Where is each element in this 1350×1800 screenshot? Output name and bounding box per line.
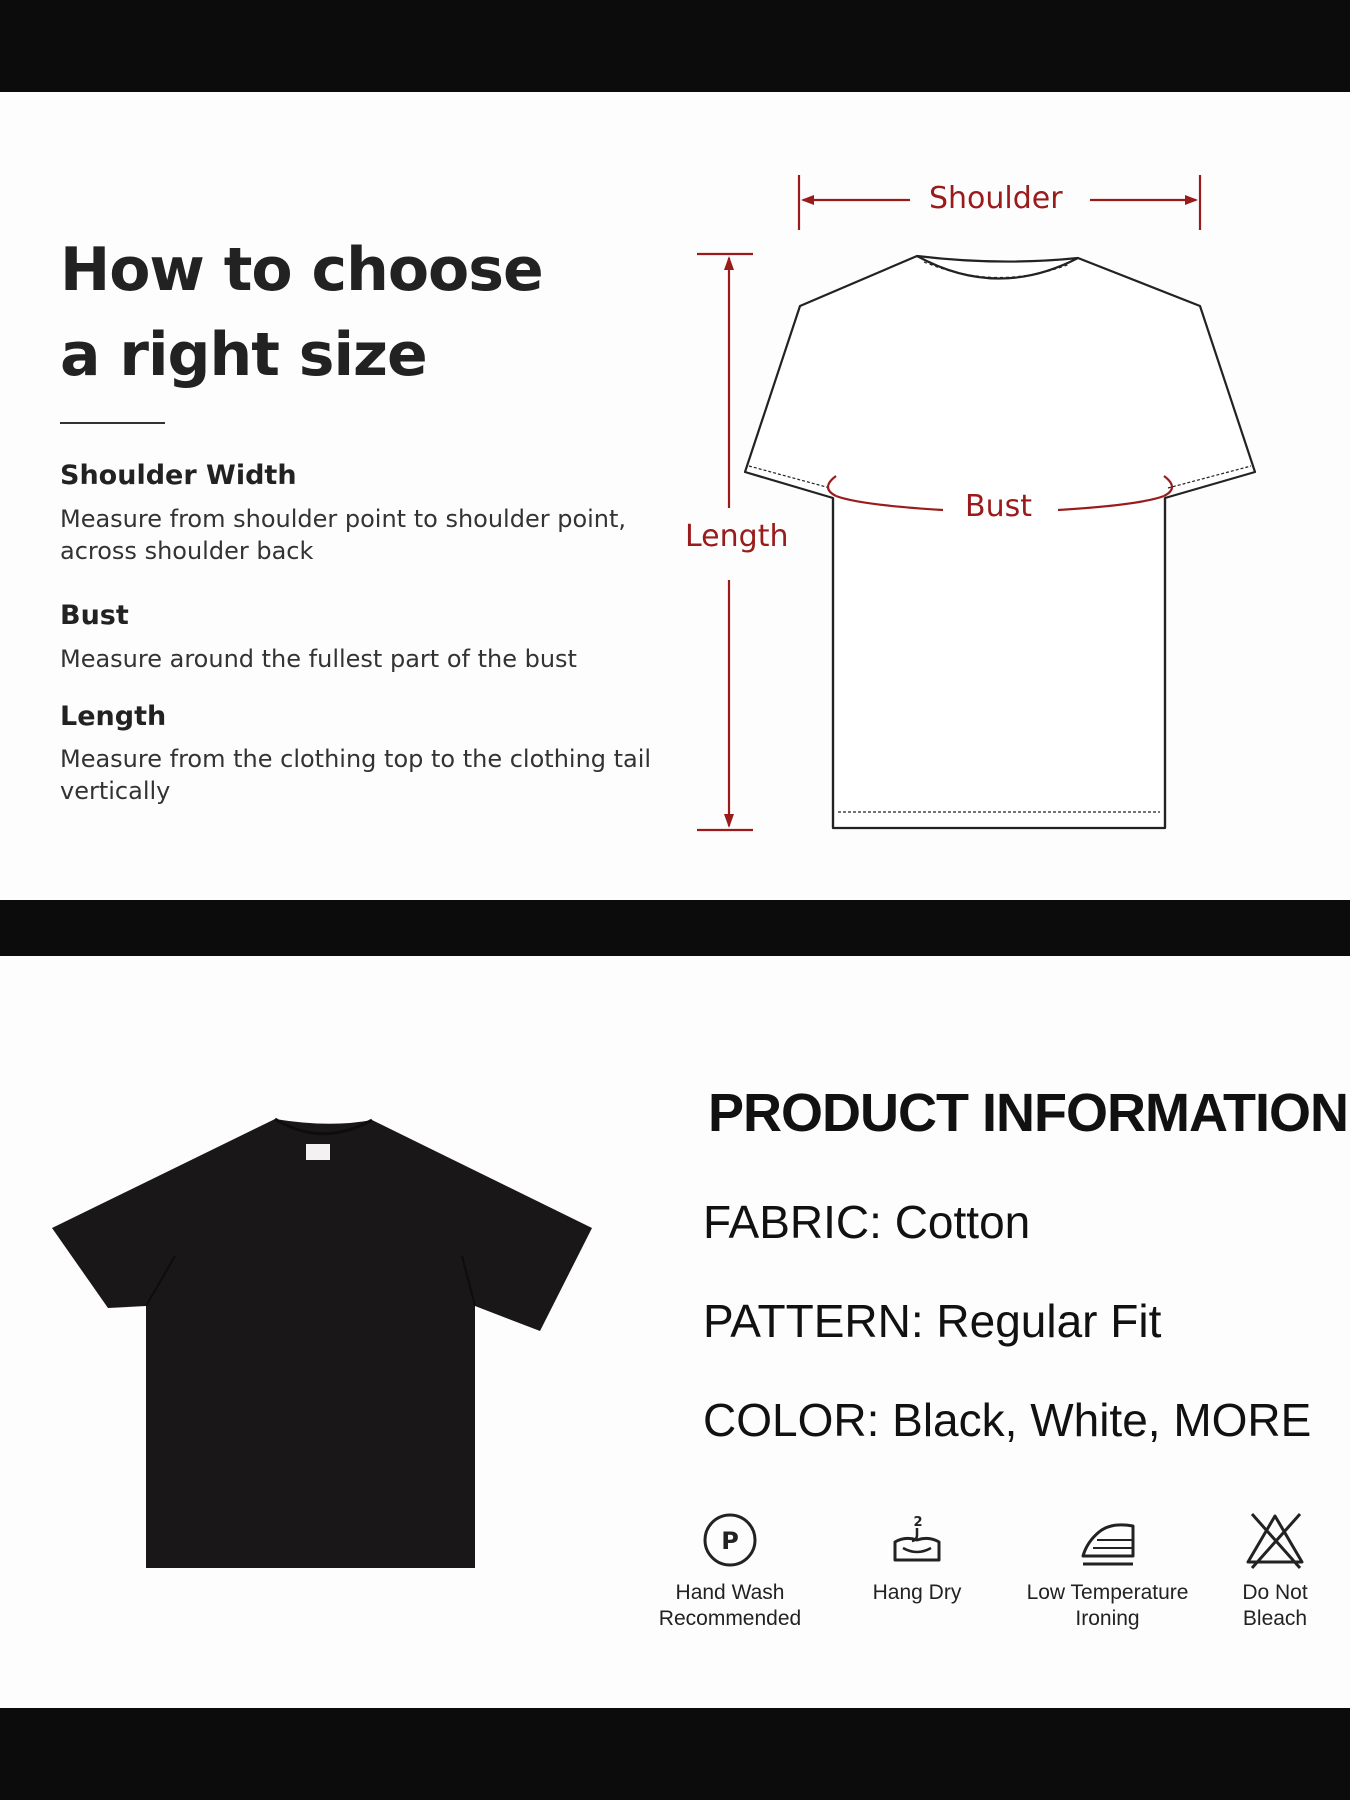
care-do-not-bleach-label (1220, 1580, 1330, 1632)
iron-icon (1077, 1510, 1139, 1570)
length-desc-line1: Measure from the clothing top to the clothing tail (60, 745, 652, 773)
length-desc-line2: vertically (60, 777, 171, 805)
shoulder-label: Shoulder (929, 181, 1063, 216)
care-bleach-label-line1: Do Not (1242, 1581, 1308, 1604)
tshirt-outline-icon (745, 256, 1255, 828)
middle-black-band (0, 900, 1350, 956)
color-info: COLOR: Black, White, MORE (703, 1394, 1312, 1446)
care-do-not-bleach (1220, 1510, 1330, 1632)
hang-dry-icon (887, 1510, 947, 1570)
care-low-temp-ironing (1010, 1510, 1205, 1632)
hand-wash-p-icon (700, 1510, 760, 1570)
length-heading: Length (60, 701, 167, 732)
care-hand-wash-label-line2: Recommended (658, 1607, 802, 1630)
product-information-title: PRODUCT INFORMATION (708, 1083, 1348, 1143)
care-hang-dry-label: Hang Dry (872, 1581, 962, 1604)
shoulder-width-desc-line1: Measure from shoulder point to shoulder point, (60, 505, 627, 533)
size-guide-title-line2: a right size (60, 320, 427, 390)
bust-description: Measure around the fullest part of the bust (60, 645, 577, 673)
svg-text:2: 2 (913, 1515, 923, 1530)
bust-heading: Bust (60, 600, 129, 631)
size-guide-title-line1: How to choose (60, 235, 543, 305)
svg-text:P: P (721, 1527, 739, 1555)
care-hand-wash (640, 1510, 820, 1632)
bust-label: Bust (965, 489, 1032, 524)
pattern-info: PATTERN: Regular Fit (703, 1295, 1162, 1347)
shoulder-width-heading: Shoulder Width (60, 460, 297, 491)
shoulder-width-desc-line2: across shoulder back (60, 537, 314, 565)
care-hang-dry (832, 1510, 1002, 1606)
care-ironing-label-line2: Ironing (1075, 1607, 1140, 1630)
care-hand-wash-label (640, 1580, 820, 1632)
care-low-temp-ironing-label (1010, 1580, 1205, 1632)
length-label: Length (685, 519, 789, 554)
do-not-bleach-icon (1244, 1510, 1306, 1570)
fabric-info: FABRIC: Cotton (703, 1196, 1031, 1248)
black-tshirt-image (0, 956, 640, 1606)
care-bleach-label-line2: Bleach (1242, 1607, 1308, 1630)
care-hand-wash-label-line1: Hand Wash (675, 1581, 785, 1604)
bottom-black-band (0, 1708, 1350, 1800)
care-ironing-label-line1: Low Temperature (1026, 1581, 1189, 1604)
